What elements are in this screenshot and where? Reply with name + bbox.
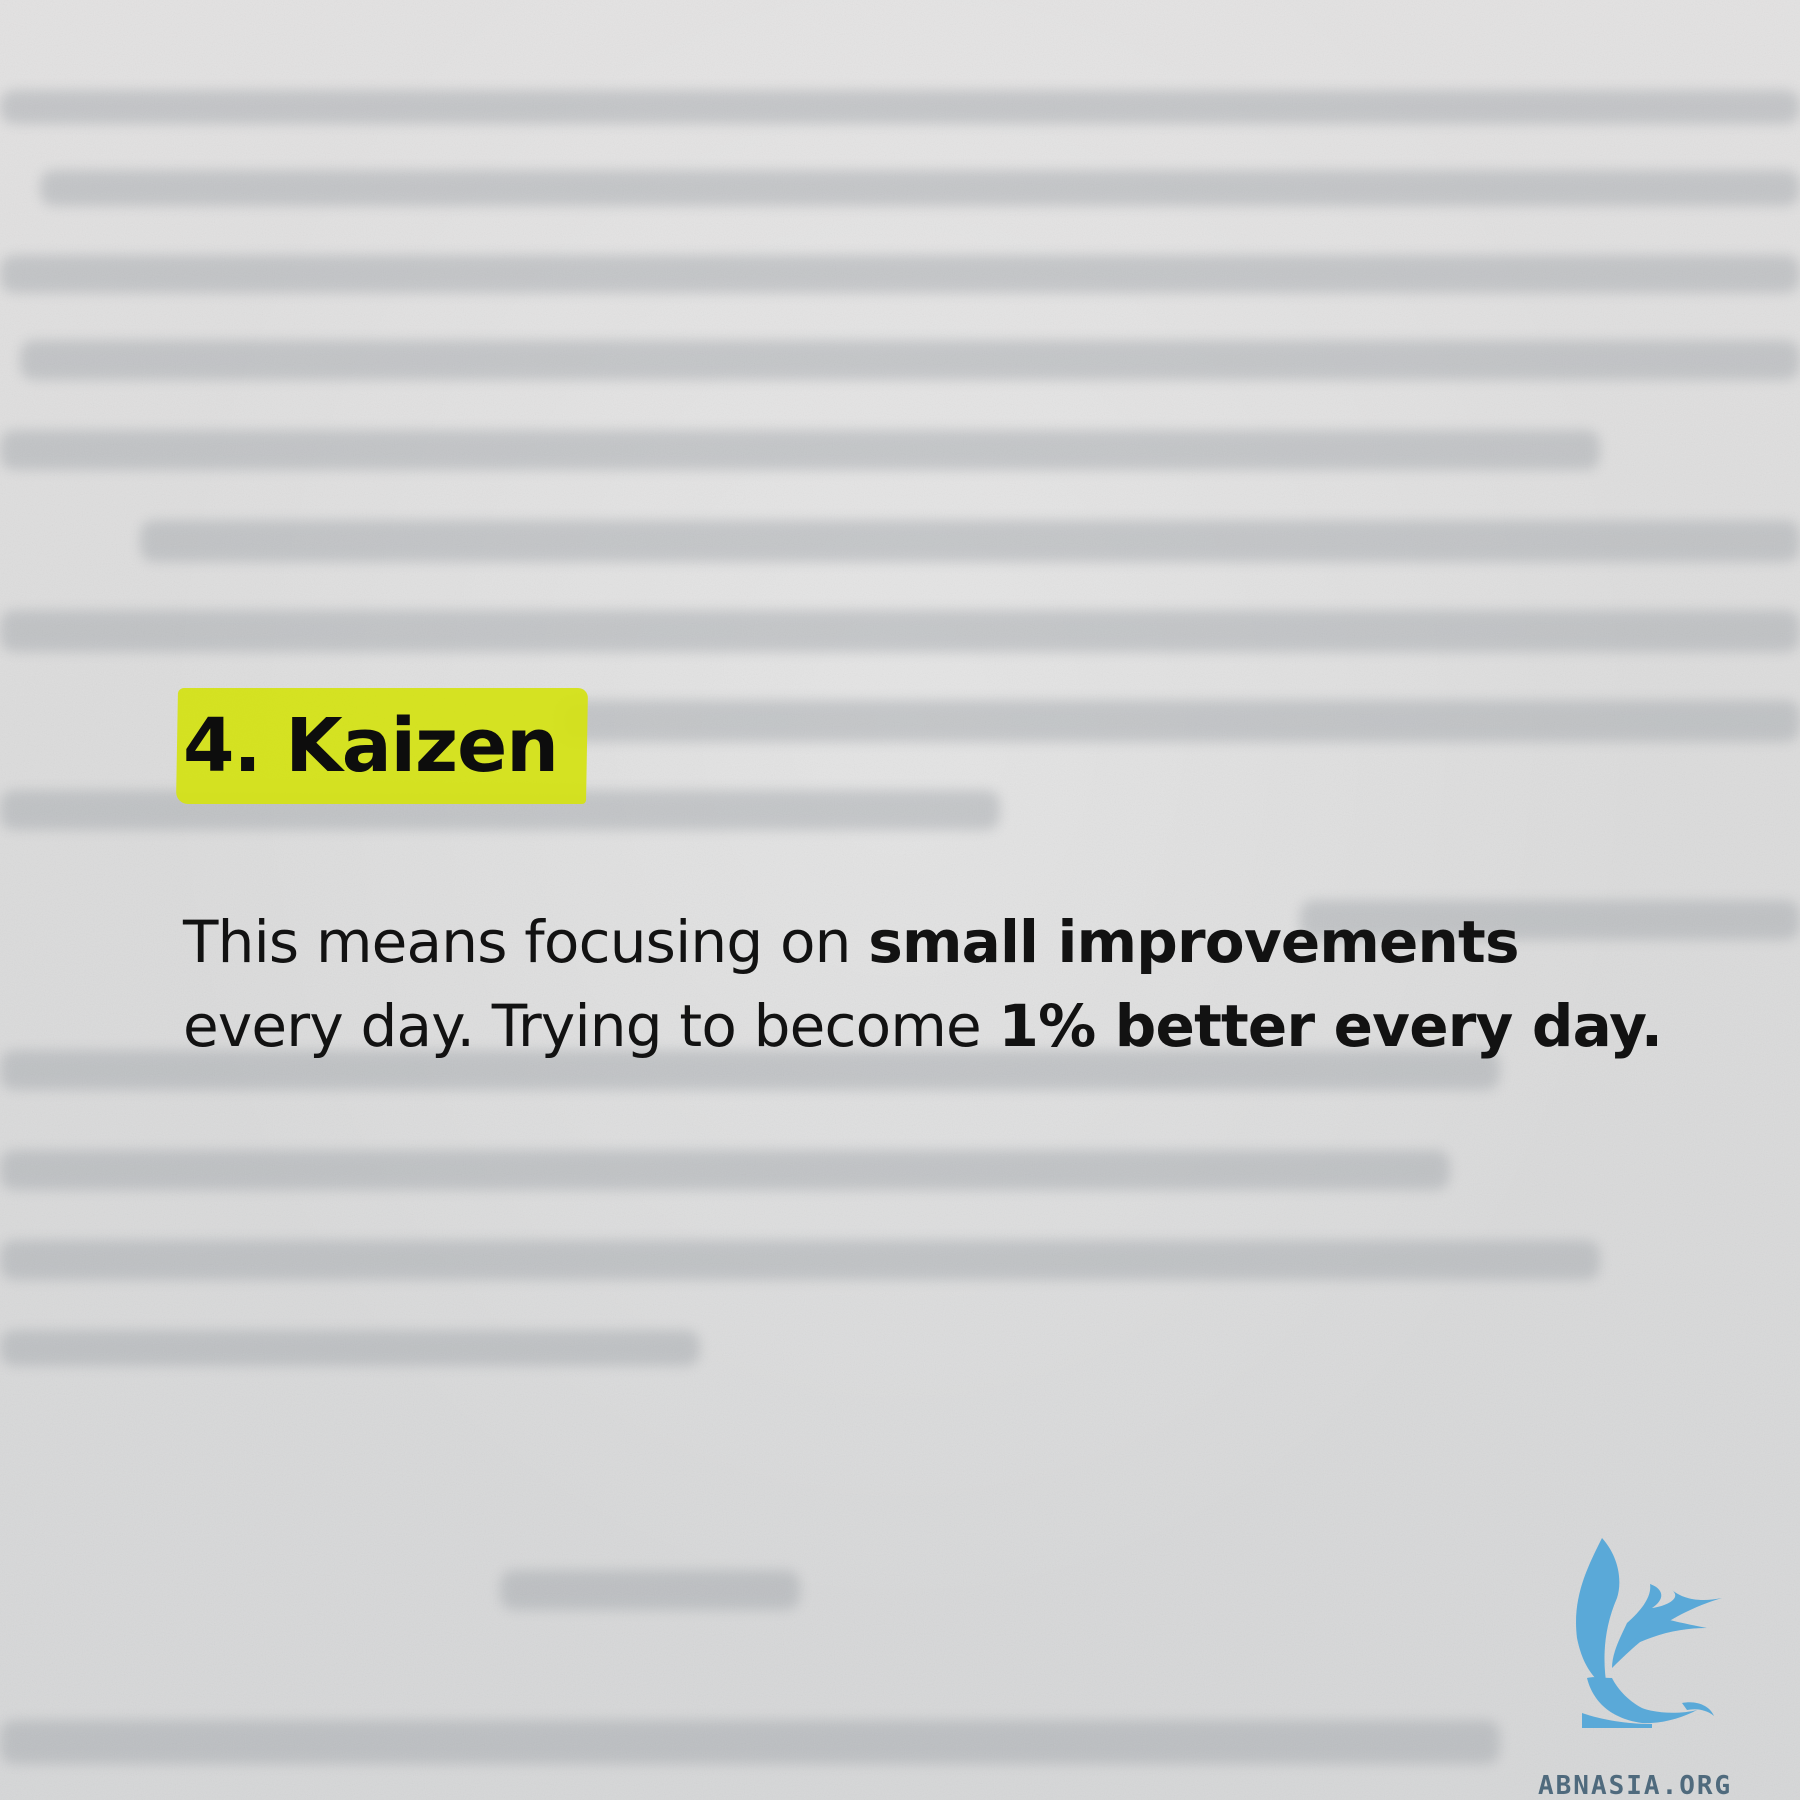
body-text-part2: every day. Trying to become (183, 992, 999, 1060)
body-bold-1-percent-better: 1% better every day. (998, 992, 1663, 1060)
section-heading (183, 688, 564, 804)
bird-logo-icon (1532, 1528, 1732, 1728)
article-section (183, 688, 1663, 1068)
heading-text: 4. Kaizen (183, 703, 558, 789)
section-body (183, 900, 1663, 1068)
body-text-part1: This means focusing on (183, 908, 869, 976)
logo-text: ABNASIA.ORG (1538, 1771, 1733, 1800)
body-bold-small-improvements: small improvements (868, 908, 1519, 976)
